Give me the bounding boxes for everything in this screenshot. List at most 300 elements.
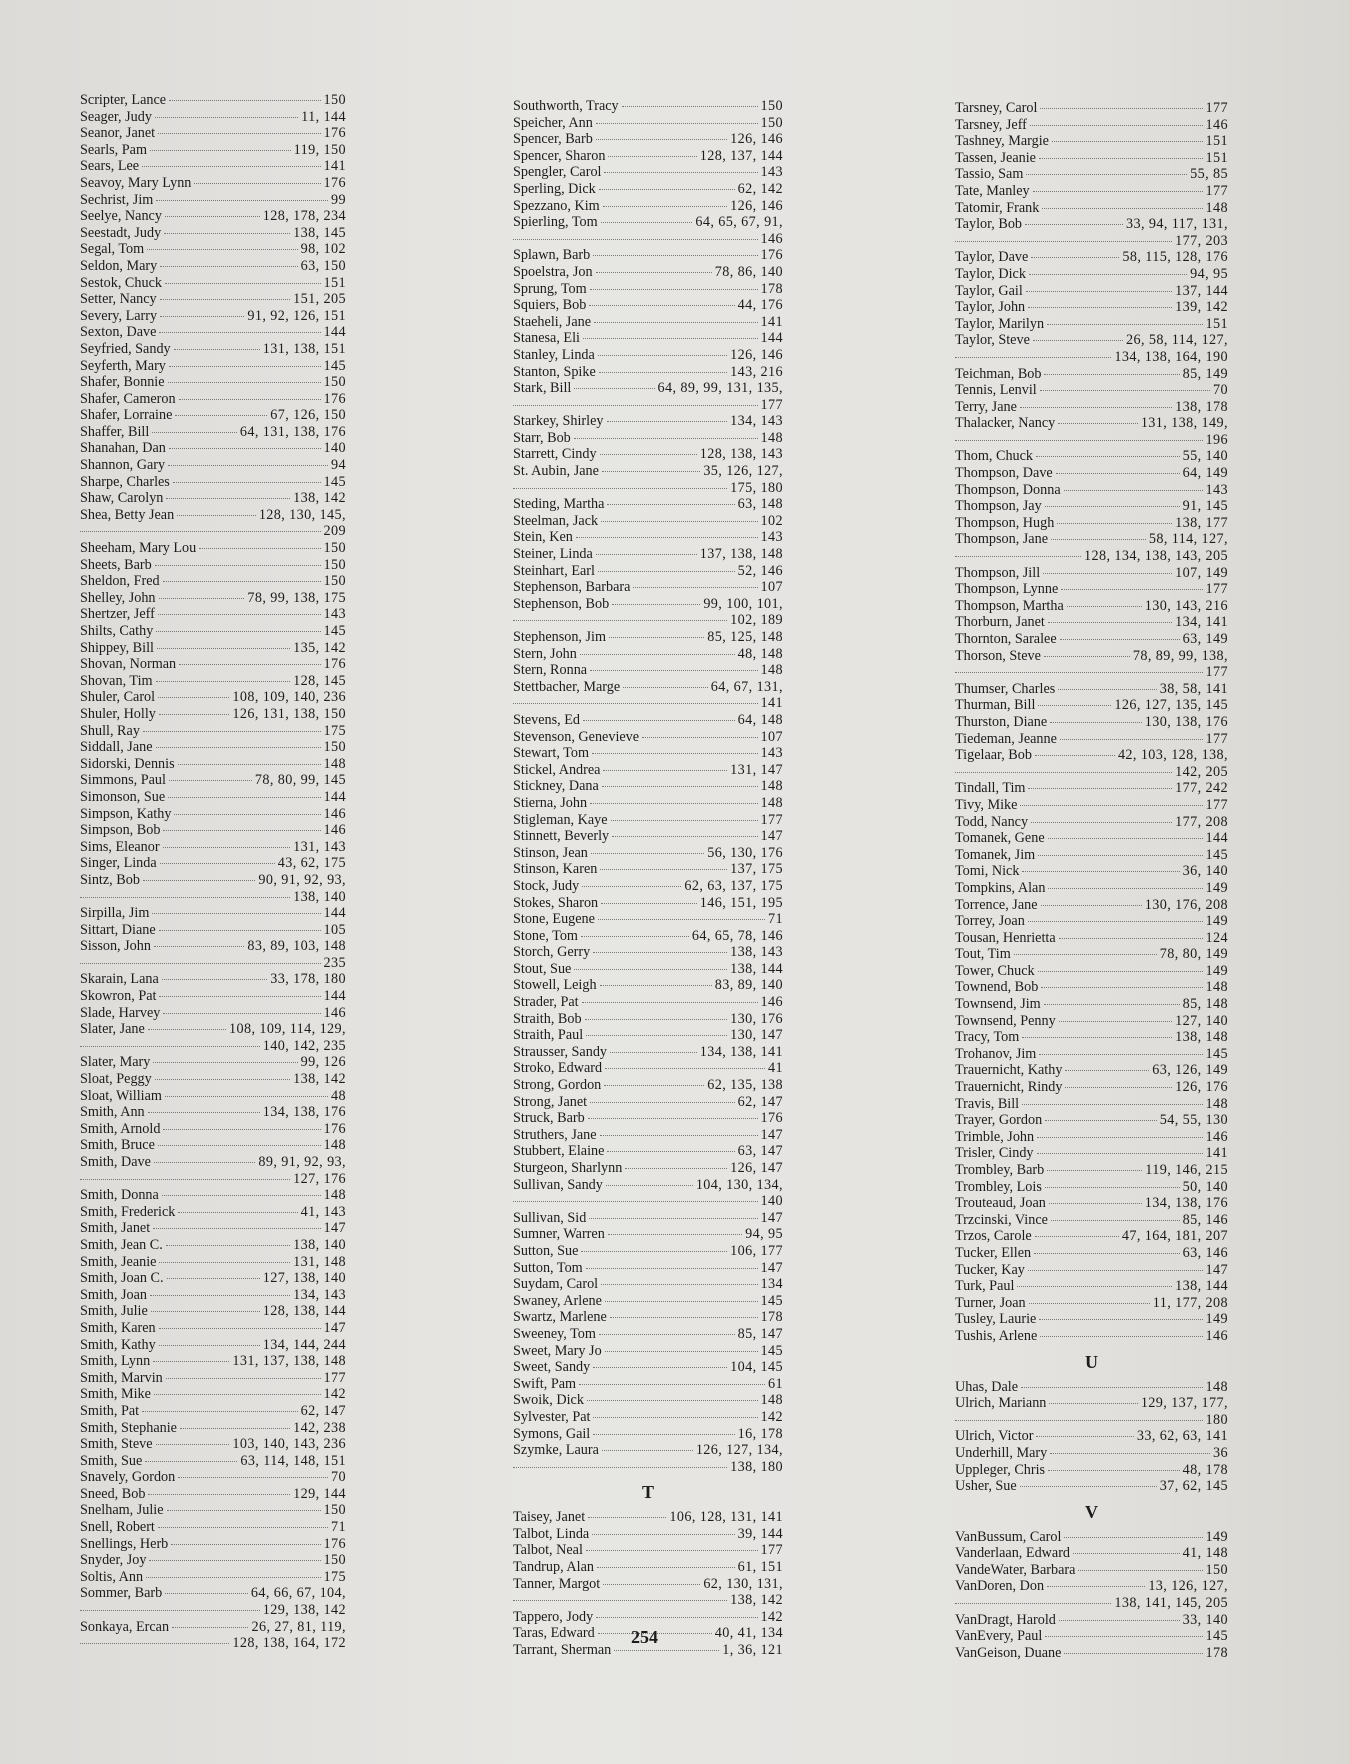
entry-pages: 64, 131, 138, 176 — [239, 423, 346, 440]
entry-pages: 145 — [323, 623, 346, 639]
entry-name: Searls, Pam — [80, 141, 147, 158]
index-entry — [513, 1343, 783, 1360]
dot-leader — [513, 1467, 727, 1468]
entry-name: Stanesa, Eli — [513, 330, 580, 347]
entry-name: Sommer, Barb — [80, 1585, 163, 1602]
index-entry — [955, 814, 1228, 831]
dot-leader — [600, 869, 727, 870]
entry-name: Sturgeon, Sharlynn — [513, 1160, 623, 1176]
dot-leader — [1045, 1636, 1202, 1637]
entry-name: Stierna, John — [513, 794, 588, 811]
entry-pages: 143 — [760, 529, 783, 546]
entry-pages: 148 — [760, 662, 783, 679]
index-entry — [955, 847, 1228, 864]
dot-leader — [142, 166, 320, 167]
entry-name: Tusley, Laurie — [955, 1311, 1037, 1328]
dot-leader — [180, 1428, 290, 1429]
dot-leader — [160, 299, 290, 300]
entry-name: Torrey, Joan — [955, 913, 1025, 930]
dot-leader — [1033, 191, 1203, 192]
entry-name: Tennis, Lenvil — [955, 382, 1037, 399]
entry-name: Severy, Larry — [80, 307, 158, 324]
entry-name: Snellings, Herb — [80, 1535, 169, 1552]
index-entry — [513, 646, 783, 663]
entry-name: VanEvery, Paul — [955, 1628, 1043, 1645]
entry-pages: 119, 150 — [293, 141, 346, 158]
entry-pages: 64, 66, 67, 104, — [250, 1585, 346, 1602]
entry-pages: 128, 138, 143 — [699, 446, 783, 463]
entry-pages: 150 — [760, 98, 783, 114]
index-entry — [80, 125, 346, 142]
index-entry — [955, 415, 1228, 432]
entry-pages: 148 — [323, 1187, 346, 1204]
entry-pages: 11, 177, 208 — [1152, 1294, 1228, 1311]
entry-name: Smith, Dave — [80, 1154, 151, 1170]
dot-leader — [599, 372, 727, 373]
index-entry — [513, 264, 783, 281]
entry-pages: 137, 175 — [730, 861, 783, 878]
dot-leader — [1038, 855, 1202, 856]
index-entry — [80, 1270, 346, 1287]
index-column-3 — [955, 100, 1228, 1661]
dot-leader — [611, 820, 758, 821]
index-entry — [80, 142, 346, 159]
index-entry — [80, 1254, 346, 1271]
index-entry — [80, 490, 346, 507]
entry-name: Slade, Harvey — [80, 1004, 161, 1021]
entry-pages: 131, 137, 138, 148 — [232, 1353, 346, 1370]
index-entry — [513, 1160, 783, 1177]
dot-leader — [1035, 755, 1115, 756]
entry-name: Stone, Tom — [513, 927, 578, 944]
entry-name: Thurston, Diane — [955, 713, 1048, 730]
index-entry — [955, 963, 1228, 980]
entry-name: Sears, Lee — [80, 158, 140, 175]
entry-pages: 62, 63, 137, 175 — [684, 877, 783, 894]
entry-pages: 144 — [323, 324, 346, 341]
entry-pages: 62, 147 — [300, 1402, 346, 1419]
entry-pages: 144 — [760, 330, 783, 347]
dot-leader — [80, 963, 321, 964]
dot-leader — [147, 249, 297, 250]
index-entry — [955, 1395, 1228, 1412]
dot-leader — [158, 1145, 321, 1146]
dot-leader — [601, 1284, 757, 1285]
index-entry-continuation — [513, 1459, 783, 1476]
entry-pages: 131, 138, 151 — [262, 340, 346, 357]
entry-name: Sheldon, Fred — [80, 573, 160, 590]
dot-leader — [179, 399, 321, 400]
dot-leader — [592, 1534, 734, 1535]
index-entry — [513, 115, 783, 132]
dot-leader — [165, 1096, 328, 1097]
index-entry — [513, 977, 783, 994]
dot-leader — [614, 1650, 719, 1651]
index-entry — [513, 944, 783, 961]
index-entry — [955, 731, 1228, 748]
entry-name: Sonkaya, Ercan — [80, 1618, 170, 1635]
entry-name: Tatomir, Frank — [955, 199, 1040, 216]
entry-pages: 131, 143 — [293, 838, 346, 855]
dot-leader — [1038, 705, 1111, 706]
index-entry — [955, 1129, 1228, 1146]
dot-leader — [1049, 1203, 1142, 1204]
index-entry — [513, 1359, 783, 1376]
entry-name: Stettbacher, Marge — [513, 678, 621, 695]
index-entry — [80, 1204, 346, 1221]
dot-leader — [178, 764, 321, 765]
entry-pages: 126, 146 — [730, 346, 783, 363]
index-entry — [80, 1552, 346, 1569]
entry-pages: 63, 114, 148, 151 — [240, 1452, 346, 1469]
dot-leader — [604, 1085, 704, 1086]
entry-name: Spezzano, Kim — [513, 197, 600, 214]
index-entry — [955, 1145, 1228, 1162]
dot-leader — [1039, 1054, 1202, 1055]
entry-pages: 62, 135, 138 — [707, 1077, 783, 1094]
page-number: 254 — [631, 1627, 658, 1647]
index-entry — [513, 1409, 783, 1426]
index-entry-continuation — [80, 523, 346, 540]
dot-leader — [586, 1035, 727, 1036]
index-entry — [513, 314, 783, 331]
entry-name: Stokes, Sharon — [513, 894, 599, 911]
dot-leader — [1045, 1187, 1180, 1188]
entry-name: Straith, Bob — [513, 1010, 582, 1027]
dot-leader — [598, 355, 727, 356]
entry-name: Torrence, Jane — [955, 896, 1038, 913]
entry-pages: 89, 91, 92, 93, — [258, 1154, 346, 1170]
entry-pages: 36 — [1213, 1444, 1228, 1461]
index-entry-continuation — [955, 1595, 1228, 1612]
entry-name: Townsend, Jim — [955, 996, 1041, 1013]
entry-name: Setter, Nancy — [80, 291, 157, 308]
index-entry — [80, 1021, 346, 1038]
index-entry — [513, 778, 783, 795]
index-entry — [513, 861, 783, 878]
dot-leader — [175, 415, 267, 416]
entry-name: VandeWater, Barbara — [955, 1561, 1076, 1578]
entry-name: Seestadt, Judy — [80, 224, 162, 241]
entry-pages: 42, 103, 128, 138, — [1117, 747, 1228, 764]
index-entry — [513, 1559, 783, 1576]
dot-leader — [582, 886, 681, 887]
entry-name: Stinson, Jean — [513, 844, 588, 861]
index-entry — [513, 496, 783, 513]
index-entry — [955, 1645, 1228, 1662]
entry-pages: 147 — [760, 828, 783, 845]
entry-pages: 38, 58, 141 — [1159, 680, 1228, 697]
entry-name: Shaw, Carolyn — [80, 490, 164, 507]
entry-name: Uhas, Dale — [955, 1378, 1019, 1395]
entry-name: Tompkins, Alan — [955, 879, 1046, 896]
index-entry — [80, 640, 346, 657]
entry-pages: 148 — [760, 1392, 783, 1409]
entry-name: Tassen, Jeanie — [955, 149, 1036, 166]
index-entry — [80, 208, 346, 225]
entry-pages: 85, 125, 148 — [707, 629, 783, 645]
entry-pages-continued: 138, 142 — [730, 1592, 783, 1609]
entry-name: Sylvester, Pat — [513, 1408, 591, 1425]
entry-pages: 138, 178 — [1175, 398, 1228, 415]
dot-leader — [602, 786, 758, 787]
dot-leader — [179, 664, 320, 665]
index-entry — [80, 739, 346, 756]
dot-leader — [165, 1593, 248, 1594]
entry-pages: 94 — [331, 457, 346, 474]
entry-name: Taylor, Marilyn — [955, 315, 1045, 332]
index-entry — [513, 529, 783, 546]
index-entry — [80, 1469, 346, 1486]
index-entry — [80, 1137, 346, 1154]
dot-leader — [609, 637, 704, 638]
entry-pages: 150 — [323, 540, 346, 557]
index-entry — [513, 596, 783, 613]
index-entry — [955, 1179, 1228, 1196]
entry-name: Trimble, John — [955, 1128, 1035, 1145]
entry-name: Smith, Lynn — [80, 1353, 151, 1370]
index-entry — [80, 1320, 346, 1337]
dot-leader — [1060, 739, 1203, 740]
dot-leader — [1039, 158, 1203, 159]
index-entry — [513, 198, 783, 215]
dot-leader — [596, 1617, 757, 1618]
index-entry — [955, 1278, 1228, 1295]
entry-pages: 130, 176, 208 — [1144, 896, 1228, 913]
entry-name: Sestok, Chuck — [80, 274, 162, 291]
entry-name: Tigelaar, Bob — [955, 747, 1032, 764]
entry-name: Smith, Bruce — [80, 1137, 155, 1154]
index-entry — [80, 1536, 346, 1553]
index-entry — [955, 1212, 1228, 1229]
dot-leader — [1059, 1021, 1172, 1022]
entry-pages: 147 — [760, 1209, 783, 1226]
entry-name: VanGeison, Duane — [955, 1644, 1062, 1661]
index-entry — [80, 1403, 346, 1420]
dot-leader — [1033, 340, 1123, 341]
dot-leader — [608, 156, 696, 157]
index-entry — [955, 913, 1228, 930]
index-entry — [513, 1094, 783, 1111]
entry-pages: 63, 126, 149 — [1152, 1062, 1228, 1079]
entry-pages: 55, 140 — [1182, 448, 1228, 465]
index-entry — [513, 430, 783, 447]
entry-pages: 149 — [1205, 913, 1228, 930]
index-entry — [80, 1585, 346, 1602]
dot-leader — [178, 1212, 297, 1213]
index-entry — [955, 614, 1228, 631]
dot-leader — [589, 305, 734, 306]
index-entry — [80, 1287, 346, 1304]
entry-name: Strong, Janet — [513, 1093, 588, 1110]
index-entry — [513, 1044, 783, 1061]
index-entry-continuation — [513, 231, 783, 248]
index-entry — [80, 855, 346, 872]
dot-leader — [602, 471, 700, 472]
entry-name: Shafer, Cameron — [80, 390, 176, 407]
entry-name: Strausser, Sandy — [513, 1043, 608, 1060]
dot-leader — [159, 714, 230, 715]
entry-name: Sittart, Diane — [80, 921, 156, 938]
entry-name: Thompson, Lynne — [955, 581, 1059, 598]
dot-leader — [174, 349, 260, 350]
entry-pages: 70 — [1213, 382, 1228, 399]
dot-leader — [1029, 274, 1187, 275]
entry-name: Stinson, Karen — [513, 861, 598, 878]
index-entry — [513, 214, 783, 231]
entry-pages: 144 — [323, 988, 346, 1005]
dot-leader — [576, 537, 758, 538]
dot-leader — [580, 654, 735, 655]
entry-pages: 134, 144, 244 — [262, 1336, 346, 1353]
dot-leader — [163, 830, 320, 831]
entry-name: Thompson, Jill — [955, 564, 1041, 581]
entry-name: Stinnett, Beverly — [513, 828, 610, 845]
index-entry — [80, 241, 346, 258]
index-entry — [955, 465, 1228, 482]
entry-name: Spengler, Carol — [513, 164, 602, 181]
dot-leader — [1021, 1387, 1202, 1388]
dot-leader — [162, 1195, 321, 1196]
entry-name: Trauernicht, Rindy — [955, 1079, 1063, 1096]
index-entry — [955, 531, 1228, 548]
entry-pages: 62, 142 — [737, 180, 783, 197]
dot-leader — [607, 504, 734, 505]
entry-pages: 147 — [760, 1259, 783, 1276]
index-entry-continuation — [955, 432, 1228, 449]
entry-pages: 64, 149 — [1182, 465, 1228, 482]
entry-name: Thompson, Jane — [955, 531, 1048, 548]
index-entry — [513, 1243, 783, 1260]
entry-name: Snell, Robert — [80, 1519, 155, 1536]
entry-pages: 126, 146 — [730, 131, 783, 148]
dot-leader — [600, 985, 712, 986]
entry-name: Tassio, Sam — [955, 166, 1024, 183]
index-entry — [955, 366, 1228, 383]
entry-pages: 177 — [1205, 796, 1228, 813]
dot-leader — [1028, 788, 1172, 789]
index-entry — [513, 1442, 783, 1459]
index-entry — [513, 413, 783, 430]
entry-name: Sexton, Dave — [80, 324, 157, 341]
entry-name: Terry, Jane — [955, 398, 1017, 415]
dot-leader — [152, 432, 237, 433]
entry-name: Thompson, Donna — [955, 481, 1061, 498]
dot-leader — [159, 332, 320, 333]
dot-leader — [163, 1129, 320, 1130]
entry-name: Sintz, Bob — [80, 871, 140, 888]
entry-name: Smith, Donna — [80, 1187, 159, 1204]
dot-leader — [1057, 523, 1172, 524]
entry-name: Shovan, Norman — [80, 656, 177, 673]
entry-name: Ulrich, Victor — [955, 1428, 1034, 1445]
entry-pages: 148 — [323, 1137, 346, 1154]
entry-name: Smith, Ann — [80, 1104, 145, 1121]
entry-pages: 33, 178, 180 — [270, 971, 346, 988]
dot-leader — [151, 1311, 260, 1312]
dot-leader — [1022, 1104, 1202, 1105]
dot-leader — [513, 703, 758, 704]
index-entry — [80, 1303, 346, 1320]
entry-name: Smith, Stephanie — [80, 1419, 177, 1436]
entry-name: Sutton, Tom — [513, 1259, 583, 1276]
entry-name: Usher, Sue — [955, 1478, 1017, 1495]
entry-pages: 176 — [760, 1110, 783, 1127]
dot-leader — [593, 1434, 734, 1435]
entry-name: Simpson, Bob — [80, 822, 161, 839]
index-entry — [80, 938, 346, 955]
entry-name: Smith, Joan C. — [80, 1270, 164, 1287]
entry-pages: 129, 144 — [293, 1485, 346, 1502]
entry-pages-continued: 138, 180 — [730, 1458, 783, 1475]
entry-pages: 48, 148 — [737, 645, 783, 662]
entry-name: Tandrup, Alan — [513, 1559, 594, 1576]
index-entry — [955, 200, 1228, 217]
index-entry-continuation — [80, 1038, 346, 1055]
dot-leader — [158, 133, 320, 134]
dot-leader — [160, 266, 297, 267]
entry-name: Sullivan, Sandy — [513, 1176, 603, 1193]
index-entry-continuation — [513, 1592, 783, 1609]
dot-leader — [169, 448, 321, 449]
dot-leader — [596, 123, 758, 124]
entry-pages: 130, 143, 216 — [1144, 597, 1228, 614]
entry-pages: 176 — [323, 1120, 346, 1137]
index-entry — [513, 579, 783, 596]
entry-name: Shanahan, Dan — [80, 440, 166, 457]
entry-name: Smith, Jean C. — [80, 1236, 163, 1253]
entry-pages: 91, 145 — [1182, 498, 1228, 515]
dot-leader — [585, 1019, 728, 1020]
entry-pages: 131, 147 — [730, 761, 783, 778]
dot-leader — [583, 338, 758, 339]
entry-name: Tout, Tim — [955, 946, 1011, 963]
entry-pages: 71 — [331, 1519, 346, 1536]
entry-pages: 142, 238 — [293, 1419, 346, 1436]
entry-name: Thorburn, Janet — [955, 614, 1045, 631]
entry-pages: 145 — [760, 1292, 783, 1309]
entry-name: Smith, Sue — [80, 1452, 143, 1469]
dot-leader — [158, 1527, 328, 1528]
dot-leader — [604, 172, 757, 173]
entry-pages: 148 — [1205, 199, 1228, 216]
entry-name: VanDoren, Don — [955, 1578, 1045, 1595]
entry-name: Stickel, Andrea — [513, 761, 601, 778]
index-entry — [80, 424, 346, 441]
index-entry — [513, 1609, 783, 1626]
entry-name: Stein, Ken — [513, 529, 573, 546]
entry-name: Steinhart, Earl — [513, 562, 595, 579]
dot-leader — [602, 1450, 693, 1451]
entry-name: Underhill, Mary — [955, 1444, 1048, 1461]
dot-leader — [160, 316, 244, 317]
entry-name: Shelley, John — [80, 589, 156, 606]
entry-name: Smith, Steve — [80, 1436, 153, 1453]
entry-name: Steding, Martha — [513, 496, 605, 513]
entry-pages: 134 — [760, 1276, 783, 1293]
dot-leader — [166, 1245, 290, 1246]
dot-leader — [589, 1218, 757, 1219]
entry-pages: 144 — [1205, 830, 1228, 847]
index-entry — [80, 606, 346, 623]
entry-pages: 134, 143 — [730, 413, 783, 430]
index-entry — [513, 812, 783, 829]
entry-name: Skowron, Pat — [80, 988, 157, 1005]
entry-pages: 128, 130, 145, — [258, 506, 346, 523]
entry-pages: 146 — [323, 822, 346, 839]
dot-leader — [80, 1643, 229, 1644]
entry-pages: 143, 216 — [730, 363, 783, 380]
